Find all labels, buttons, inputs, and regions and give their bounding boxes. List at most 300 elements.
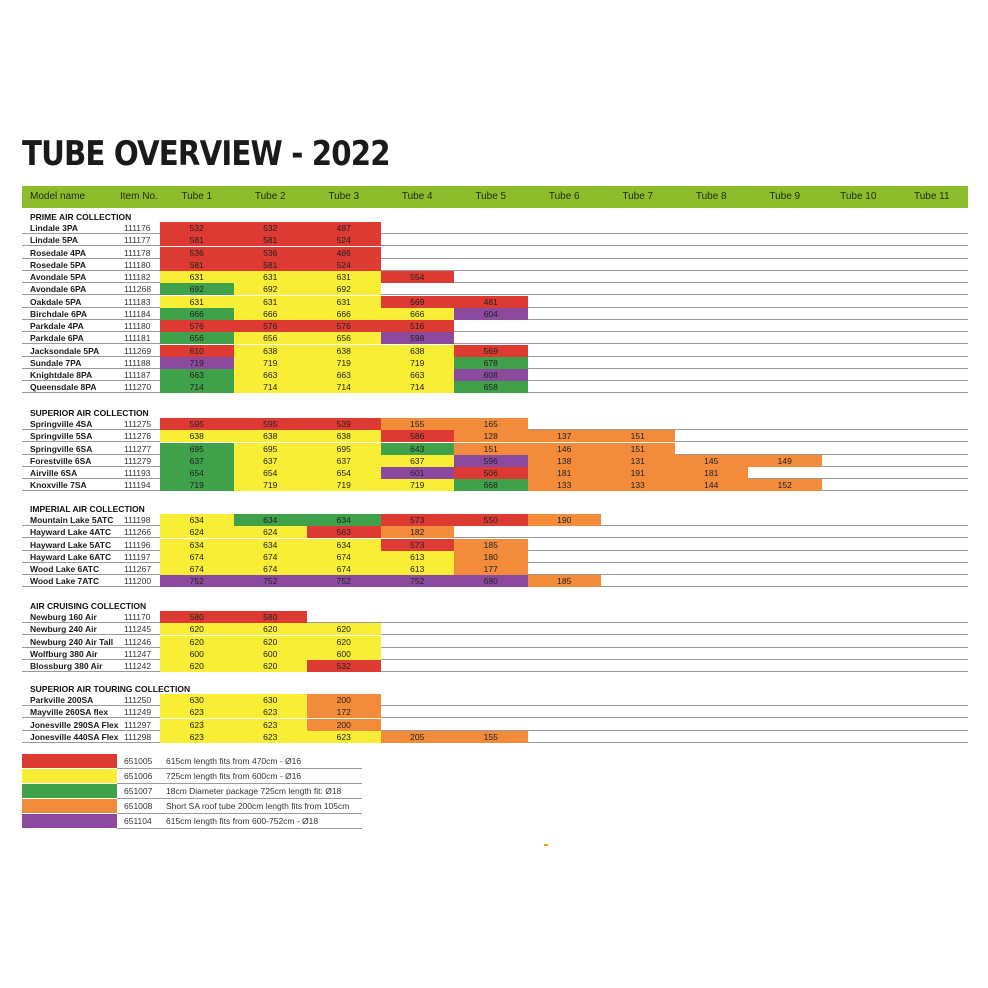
tube-length-cell: 678 — [454, 357, 528, 369]
table-row — [0, 430, 988, 442]
tube-length-cell: 623 — [234, 731, 308, 743]
tube-length-cell: 610 — [160, 345, 234, 357]
tube-length-cell: 151 — [601, 430, 675, 442]
model-name: Rosedale 4PA — [30, 247, 87, 258]
tube-length-cell: 631 — [160, 271, 234, 283]
tube-length-cell: 656 — [307, 332, 381, 344]
table-row — [0, 369, 988, 381]
header-tube-8: Tube 8 — [695, 191, 727, 202]
item-number: 111275 — [124, 419, 152, 429]
model-name: Birchdale 6PA — [30, 308, 88, 319]
tube-length-cell: 637 — [234, 455, 308, 467]
header-tube-11: Tube 11 — [913, 191, 950, 202]
table-row — [0, 660, 988, 672]
legend-code: 651007 — [124, 786, 153, 796]
tube-length-cell: 573 — [381, 514, 455, 526]
tube-length-cell: 638 — [160, 430, 234, 442]
tube-length-cell: 674 — [160, 551, 234, 563]
tube-length-cell: 666 — [160, 308, 234, 320]
tube-length-cell: 719 — [234, 357, 308, 369]
tube-length-cell: 719 — [307, 479, 381, 491]
legend-swatch — [22, 754, 117, 768]
tube-length-cell: 623 — [160, 731, 234, 743]
table-row — [0, 357, 988, 369]
tube-length-cell: 634 — [234, 514, 308, 526]
table-row — [0, 636, 988, 648]
legend-description: 18cm Diameter package 725cm length fit: Ø18 — [166, 786, 342, 796]
tube-length-cell: 181 — [675, 467, 749, 479]
tube-length-cell: 654 — [234, 467, 308, 479]
legend-swatch — [22, 769, 117, 783]
decorative-dot — [544, 844, 548, 846]
tube-length-cell: 550 — [454, 514, 528, 526]
tube-length-cell: 600 — [307, 648, 381, 660]
tube-length-cell: 630 — [234, 694, 308, 706]
tube-length-cell: 654 — [160, 467, 234, 479]
model-name: Queensdale 8PA — [30, 382, 97, 393]
tube-length-cell: 608 — [454, 369, 528, 381]
tube-length-cell: 714 — [381, 381, 455, 393]
table-row — [0, 551, 988, 563]
model-name: Avondale 5PA — [30, 272, 87, 282]
tube-length-cell: 532 — [307, 660, 381, 672]
table-row — [0, 623, 988, 635]
table-row — [0, 514, 988, 526]
table-row — [0, 283, 988, 295]
table-row — [0, 308, 988, 320]
tube-length-cell: 569 — [381, 296, 455, 308]
table-row — [0, 332, 988, 344]
header-tube-5: Tube 5 — [475, 191, 507, 202]
item-number: 111193 — [124, 468, 151, 478]
tube-length-cell: 714 — [307, 381, 381, 393]
item-number: 111246 — [124, 636, 152, 647]
tube-length-cell: 631 — [160, 296, 234, 308]
header-tube-3: Tube 3 — [328, 191, 360, 202]
tube-length-cell: 486 — [307, 247, 381, 259]
tube-length-cell: 151 — [601, 443, 675, 455]
header-tube-1: Tube 1 — [181, 191, 213, 202]
tube-length-cell: 133 — [528, 479, 602, 491]
tube-length-cell: 155 — [454, 731, 528, 743]
model-name: Parkville 200SA — [30, 695, 94, 705]
model-name: Springville 4SA — [30, 419, 93, 429]
tube-length-cell: 666 — [307, 308, 381, 320]
tube-length-cell: 752 — [234, 575, 308, 587]
table-row — [0, 694, 988, 706]
tube-length-cell: 631 — [307, 271, 381, 283]
tube-length-cell: 532 — [160, 222, 234, 234]
header-tube-4: Tube 4 — [401, 191, 433, 202]
tube-length-cell: 165 — [454, 418, 528, 430]
tube-length-cell: 637 — [307, 455, 381, 467]
section-title: PRIME AIR COLLECTION — [30, 212, 132, 222]
tube-length-cell: 595 — [234, 418, 308, 430]
item-number: 111183 — [124, 296, 151, 307]
tube-length-cell: 580 — [160, 611, 234, 623]
tube-length-cell: 634 — [234, 539, 308, 551]
tube-length-cell: 586 — [381, 430, 455, 442]
tube-length-cell: 601 — [381, 467, 455, 479]
table-row — [0, 443, 988, 455]
tube-length-cell: 155 — [381, 418, 455, 430]
tube-length-cell: 598 — [381, 332, 455, 344]
tube-length-cell: 631 — [234, 296, 308, 308]
header-tube-10: Tube 10 — [840, 191, 877, 202]
legend-description: 725cm length fits from 600cm - Ø16 — [166, 771, 302, 781]
tube-length-cell: 714 — [160, 381, 234, 393]
item-number: 111268 — [124, 284, 152, 295]
tube-length-cell: 581 — [160, 234, 234, 246]
table-row — [0, 526, 988, 538]
table-row — [0, 648, 988, 660]
table-row — [0, 247, 988, 259]
tube-length-cell: 180 — [454, 551, 528, 563]
item-number: 111270 — [124, 382, 152, 393]
tube-length-cell: 663 — [160, 369, 234, 381]
item-number: 111177 — [124, 235, 151, 246]
model-name: Sundale 7PA — [30, 357, 82, 368]
model-name: Parkdale 6PA — [30, 333, 84, 344]
item-number: 111196 — [124, 539, 151, 550]
tube-length-cell: 138 — [528, 455, 602, 467]
tube-length-cell: 638 — [307, 430, 381, 442]
legend-swatch — [22, 814, 117, 828]
tube-length-cell: 573 — [381, 539, 455, 551]
tube-length-cell: 581 — [234, 259, 308, 271]
model-name: Lindale 5PA — [30, 235, 79, 246]
item-number: 111279 — [124, 455, 152, 466]
item-number: 111297 — [124, 719, 152, 730]
tube-length-cell: 128 — [454, 430, 528, 442]
tube-length-cell: 152 — [748, 479, 822, 491]
tube-length-cell: 149 — [748, 455, 822, 467]
tube-length-cell: 666 — [381, 308, 455, 320]
legend-item — [0, 754, 988, 769]
tube-length-cell: 656 — [234, 332, 308, 344]
tube-length-cell: 151 — [454, 443, 528, 455]
tube-length-cell: 719 — [160, 357, 234, 369]
tube-length-cell: 181 — [528, 467, 602, 479]
item-number: 111188 — [124, 357, 151, 368]
tube-length-cell: 487 — [307, 222, 381, 234]
tube-length-cell: 680 — [454, 575, 528, 587]
item-number: 111184 — [124, 308, 151, 319]
tube-length-cell: 596 — [454, 455, 528, 467]
tube-length-cell: 663 — [381, 369, 455, 381]
tube-length-cell: 620 — [307, 623, 381, 635]
tube-length-cell: 623 — [160, 706, 234, 718]
item-number: 111197 — [124, 551, 151, 562]
tube-length-cell: 516 — [381, 320, 455, 332]
tube-length-cell: 666 — [234, 308, 308, 320]
tube-length-cell: 524 — [307, 234, 381, 246]
tube-length-cell: 643 — [381, 443, 455, 455]
legend-code: 651006 — [124, 771, 153, 781]
tube-length-cell: 145 — [675, 455, 749, 467]
legend-description: 615cm length fits from 470cm - Ø16 — [166, 756, 302, 766]
legend-item — [0, 814, 988, 829]
model-name: Parkdale 4PA — [30, 321, 84, 331]
section-title: IMPERIAL AIR COLLECTION — [30, 504, 145, 514]
tube-length-cell: 638 — [234, 430, 308, 442]
model-name: Wolfburg 380 Air — [30, 648, 98, 659]
table-row — [0, 222, 988, 234]
tube-length-cell: 663 — [307, 369, 381, 381]
tube-length-cell: 631 — [307, 296, 381, 308]
tube-length-cell: 719 — [381, 357, 455, 369]
table-row — [0, 271, 988, 283]
table-row — [0, 467, 988, 479]
table-row — [0, 234, 988, 246]
tube-length-cell: 637 — [160, 455, 234, 467]
tube-length-cell: 539 — [307, 418, 381, 430]
table-row — [0, 719, 988, 731]
tube-length-cell: 692 — [307, 283, 381, 295]
header-tube-6: Tube 6 — [548, 191, 580, 202]
model-name: Springville 5SA — [30, 431, 93, 442]
tube-length-cell: 576 — [160, 320, 234, 332]
tube-length-cell: 695 — [234, 443, 308, 455]
tube-length-cell: 524 — [307, 259, 381, 271]
tube-length-cell: 581 — [234, 234, 308, 246]
model-name: Blossburg 380 Air — [30, 661, 103, 671]
item-number: 111267 — [124, 564, 152, 574]
tube-length-cell: 631 — [234, 271, 308, 283]
model-name: Avondale 6PA — [30, 284, 87, 295]
model-name: Newburg 160 Air — [30, 612, 97, 622]
section-title: SUPERIOR AIR TOURING COLLECTION — [30, 684, 191, 694]
model-name: Hayward Lake 6ATC — [30, 551, 112, 562]
table-row — [0, 381, 988, 393]
tube-length-cell: 200 — [307, 719, 381, 731]
model-name: Newburg 240 Air — [30, 624, 97, 635]
item-number: 111247 — [124, 648, 152, 659]
legend-item — [0, 799, 988, 814]
model-name: Newburg 240 Air Tall — [30, 636, 114, 647]
model-name: Forestville 6SA — [30, 455, 92, 466]
tube-length-cell: 506 — [454, 467, 528, 479]
item-number: 111242 — [124, 661, 152, 671]
model-name: Lindale 3PA — [30, 223, 79, 233]
tube-length-cell: 576 — [307, 320, 381, 332]
item-number: 111249 — [124, 707, 152, 718]
model-name: Hayward Lake 4ATC — [30, 527, 112, 538]
tube-length-cell: 200 — [307, 694, 381, 706]
legend-item — [0, 784, 988, 799]
header-tube-2: Tube 2 — [254, 191, 286, 202]
item-number: 111194 — [124, 480, 151, 491]
model-name: Hayward Lake 5ATC — [30, 539, 112, 550]
tube-length-cell: 620 — [234, 636, 308, 648]
tube-length-cell: 714 — [234, 381, 308, 393]
tube-length-cell: 674 — [307, 563, 381, 575]
tube-length-cell: 674 — [160, 563, 234, 575]
tube-length-cell: 634 — [307, 539, 381, 551]
tube-length-cell: 719 — [381, 479, 455, 491]
tube-length-cell: 695 — [160, 443, 234, 455]
header-tube-7: Tube 7 — [622, 191, 654, 202]
model-name: Jonesville 440SA Flex — [30, 731, 119, 742]
tube-length-cell: 634 — [307, 514, 381, 526]
model-name: Jacksondale 5PA — [30, 345, 100, 356]
section-title: SUPERIOR AIR COLLECTION — [30, 408, 149, 418]
tube-length-cell: 563 — [307, 526, 381, 538]
item-number: 111180 — [124, 321, 151, 331]
tube-length-cell: 569 — [454, 345, 528, 357]
table-row — [0, 563, 988, 575]
tube-length-cell: 554 — [381, 271, 455, 283]
item-number: 111182 — [124, 272, 151, 282]
table-row — [0, 731, 988, 743]
item-number: 111178 — [124, 247, 151, 258]
tube-length-cell: 695 — [307, 443, 381, 455]
tube-length-cell: 634 — [160, 514, 234, 526]
tube-length-cell: 623 — [160, 719, 234, 731]
item-number: 111269 — [124, 345, 152, 356]
table-row — [0, 575, 988, 587]
model-name: Mountain Lake 5ATC — [30, 515, 114, 525]
tube-length-cell: 752 — [160, 575, 234, 587]
tube-length-cell: 613 — [381, 551, 455, 563]
tube-length-cell: 674 — [307, 551, 381, 563]
tube-length-cell: 536 — [160, 247, 234, 259]
tube-length-cell: 752 — [307, 575, 381, 587]
tube-length-cell: 638 — [307, 345, 381, 357]
tube-length-cell: 624 — [234, 526, 308, 538]
tube-length-cell: 137 — [528, 430, 602, 442]
page-title: TUBE OVERVIEW - 2022 — [22, 134, 390, 174]
tube-length-cell: 172 — [307, 706, 381, 718]
legend-swatch — [22, 799, 117, 813]
legend-description: 615cm length fits from 600-752cm - Ø18 — [166, 816, 319, 826]
item-number: 111198 — [124, 515, 151, 525]
legend-divider — [117, 828, 362, 829]
item-number: 111170 — [124, 612, 151, 622]
item-number: 111266 — [124, 527, 152, 538]
item-number: 111245 — [124, 624, 152, 635]
section-title: AIR CRUISING COLLECTION — [30, 601, 147, 611]
tube-length-cell: 692 — [160, 283, 234, 295]
model-name: Rosedale 5PA — [30, 259, 87, 270]
tube-length-cell: 191 — [601, 467, 675, 479]
tube-length-cell: 133 — [601, 479, 675, 491]
legend-code: 651005 — [124, 756, 153, 766]
tube-length-cell: 674 — [234, 551, 308, 563]
tube-length-cell: 532 — [234, 222, 308, 234]
tube-length-cell: 658 — [454, 381, 528, 393]
table-row — [0, 320, 988, 332]
tube-length-cell: 205 — [381, 731, 455, 743]
tube-length-cell: 719 — [160, 479, 234, 491]
tube-length-cell: 595 — [160, 418, 234, 430]
item-number: 111276 — [124, 431, 152, 442]
header-model-name: Model name — [30, 191, 86, 202]
tube-length-cell: 624 — [160, 526, 234, 538]
header-item-no: Item No. — [120, 191, 158, 202]
tube-length-cell: 177 — [454, 563, 528, 575]
tube-length-cell: 692 — [234, 283, 308, 295]
tube-length-cell: 600 — [234, 648, 308, 660]
model-name: Oakdale 5PA — [30, 296, 82, 307]
model-name: Wood Lake 7ATC — [30, 576, 100, 587]
item-number: 111180 — [124, 259, 151, 270]
tube-length-cell: 600 — [160, 648, 234, 660]
table-row — [0, 455, 988, 467]
item-number: 111298 — [124, 731, 152, 742]
item-number: 111187 — [124, 370, 151, 380]
table-row — [0, 611, 988, 623]
item-number: 111277 — [124, 443, 152, 454]
tube-length-cell: 719 — [307, 357, 381, 369]
tube-length-cell: 185 — [454, 539, 528, 551]
tube-length-cell: 623 — [307, 731, 381, 743]
legend-item — [0, 769, 988, 784]
tube-length-cell: 668 — [454, 479, 528, 491]
tube-length-cell: 146 — [528, 443, 602, 455]
tube-length-cell: 144 — [675, 479, 749, 491]
legend-code: 651104 — [124, 816, 152, 826]
model-name: Airville 6SA — [30, 468, 78, 478]
tube-length-cell: 620 — [160, 623, 234, 635]
model-name: Wood Lake 6ATC — [30, 564, 100, 574]
legend-code: 651008 — [124, 801, 153, 811]
table-row — [0, 418, 988, 430]
item-number: 111200 — [124, 576, 152, 587]
model-name: Knightdale 8PA — [30, 370, 93, 380]
header-tube-9: Tube 9 — [769, 191, 801, 202]
tube-length-cell: 182 — [381, 526, 455, 538]
tube-length-cell: 674 — [234, 563, 308, 575]
tube-length-cell: 752 — [381, 575, 455, 587]
tube-length-cell: 581 — [160, 259, 234, 271]
table-row — [0, 296, 988, 308]
tube-length-cell: 634 — [160, 539, 234, 551]
tube-length-cell: 656 — [160, 332, 234, 344]
table-row — [0, 479, 988, 491]
item-number: 111181 — [124, 333, 151, 344]
tube-length-cell: 190 — [528, 514, 602, 526]
tube-length-cell: 580 — [234, 611, 308, 623]
table-row — [0, 706, 988, 718]
tube-length-cell: 604 — [454, 308, 528, 320]
tube-length-cell: 663 — [234, 369, 308, 381]
legend-swatch — [22, 784, 117, 798]
table-row — [0, 539, 988, 551]
legend-description: Short SA roof tube 200cm length fits from 105cm — [166, 801, 350, 811]
tube-length-cell: 623 — [234, 706, 308, 718]
tube-length-cell: 623 — [234, 719, 308, 731]
tube-length-cell: 620 — [307, 636, 381, 648]
tube-length-cell: 576 — [234, 320, 308, 332]
item-number: 111176 — [124, 223, 151, 233]
tube-length-cell: 637 — [381, 455, 455, 467]
tube-length-cell: 620 — [160, 660, 234, 672]
tube-length-cell: 638 — [381, 345, 455, 357]
tube-length-cell: 630 — [160, 694, 234, 706]
tube-length-cell: 620 — [234, 623, 308, 635]
table-row — [0, 345, 988, 357]
model-name: Springville 6SA — [30, 443, 93, 454]
tube-length-cell: 654 — [307, 467, 381, 479]
tube-length-cell: 185 — [528, 575, 602, 587]
table-row — [0, 259, 988, 271]
tube-length-cell: 719 — [234, 479, 308, 491]
item-number: 111250 — [124, 695, 152, 705]
tube-length-cell: 481 — [454, 296, 528, 308]
tube-length-cell: 620 — [234, 660, 308, 672]
tube-length-cell: 536 — [234, 247, 308, 259]
